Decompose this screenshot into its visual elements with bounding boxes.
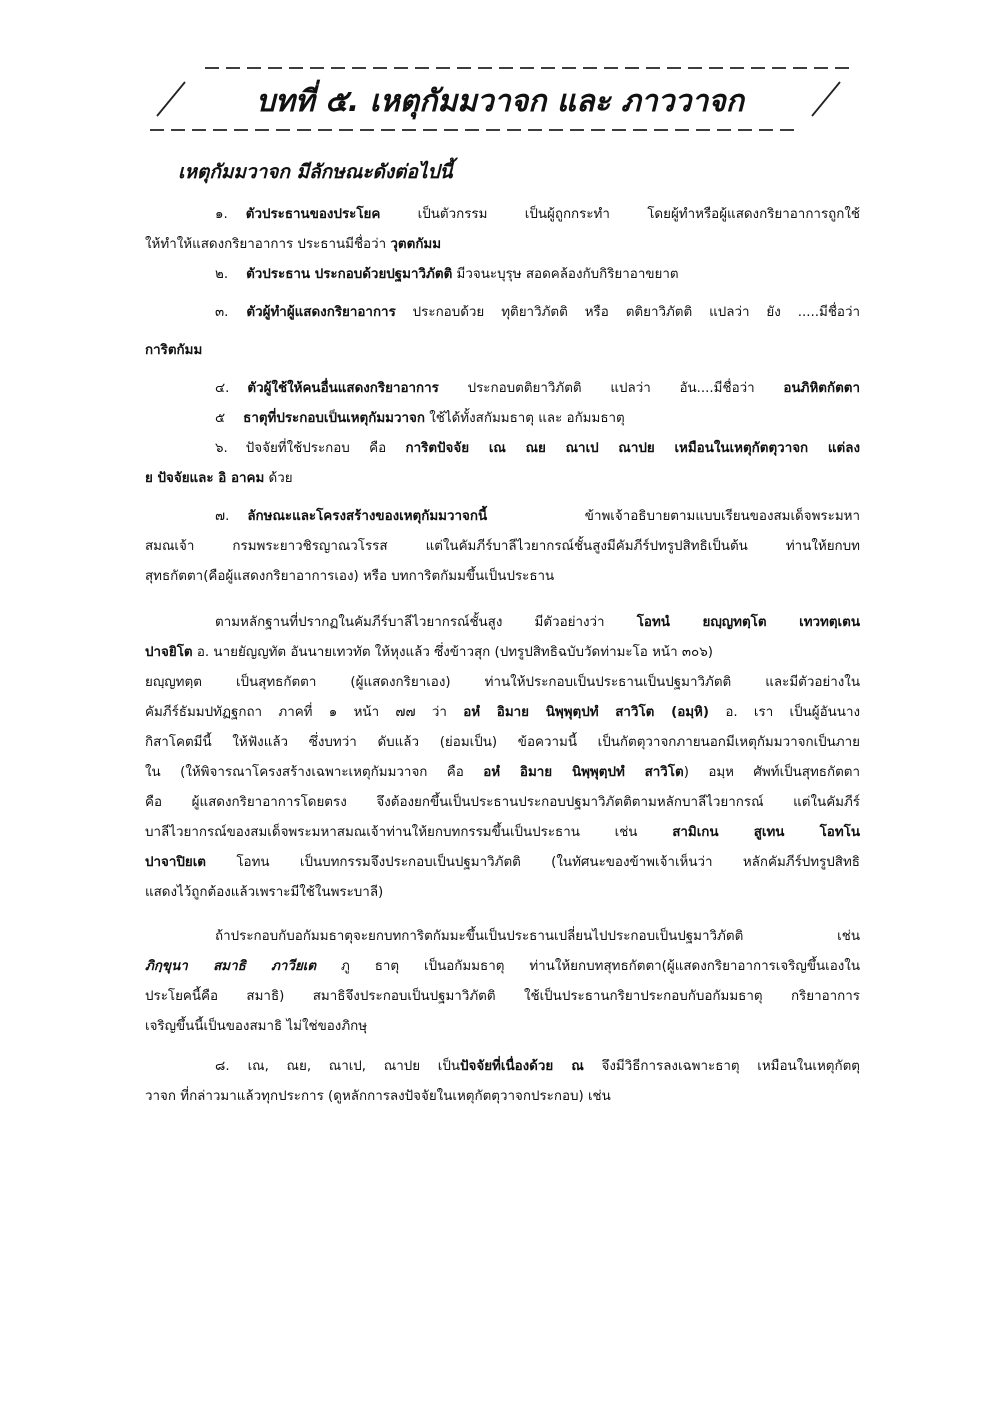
list-item-2: [145, 260, 860, 290]
item-number: ๑.: [215, 207, 228, 222]
item-text: วาจก ที่กล่าวมาแล้วทุกประการ (ดูหลักการลงปัจจัยในเหตุกัตตุวาจกประกอบ) เช่น: [145, 1089, 611, 1104]
item-number: ๗.: [215, 509, 230, 524]
item-text: ใช้ได้ทั้งสกัมมธาตุ และ อกัมมธาตุ: [424, 411, 625, 426]
item-text: ปัจจัยที่ใช้ประกอบ คือ: [245, 441, 406, 456]
item-heading: ตัวผู้ใช้ให้คนอื่นแสดงกริยาอาการ: [247, 381, 439, 396]
chapter-title: บทที่ ๕. เหตุกัมมวาจก และ ภาววาจก: [256, 84, 744, 119]
item-text: จึงมีวิธีการลงเฉพาะธาตุ เหมือนในเหตุกัตตุ: [583, 1059, 860, 1074]
paragraph-evidence: [145, 608, 860, 908]
item-text: สุทธกัตตา(คือผู้แสดงกริยาอาการเอง) หรือ บทการิตกัมมขึ้นเป็นประธาน: [145, 569, 555, 584]
list-item-5: [145, 404, 860, 434]
para-text: ยญฺญทตฺต เป็นสุทธกัตตา (ผู้แสดงกริยาเอง) ท่านให้ประกอบเป็นประธานเป็นปฐมาวิภัตติ และมีตัวอย่างใน: [145, 675, 860, 690]
item-text: ข้าพเจ้าอธิบายตามแบบเรียนของสมเด็จพระมหา: [487, 509, 860, 524]
item-term: การิตกัมม: [145, 343, 203, 358]
item-text: ประกอบด้วย ทุติยาวิภัตติ หรือ ตติยาวิภัตติ แปลว่า ยัง .....มีชื่อว่า: [395, 305, 860, 320]
item-text: ให้ทำให้แสดงกริยาอาการ ประธานมีชื่อว่า: [145, 237, 391, 252]
list-item-4: [145, 374, 860, 404]
item-number: ๓.: [215, 305, 229, 320]
pali-example: โอทนํ ยญฺญทตฺโต เทวทตฺเตน: [636, 615, 860, 630]
para-text: อ. เรา เป็นผู้อันนาง: [709, 705, 860, 720]
list-item-6: [145, 434, 860, 494]
para-text: ถ้าประกอบกับอกัมมธาตุจะยกบทการิตกัมมะขึ้นเป็นประธานเปลี่ยนไปประกอบเป็นปฐมาวิภัตติ เช่น: [215, 929, 860, 944]
para-text: ใน (ให้พิจารณาโครงสร้างเฉพาะเหตุกัมมวาจก คือ: [145, 765, 484, 780]
item-heading: ลักษณะและโครงสร้างของเหตุกัมมวาจกนี้: [247, 509, 488, 524]
item-heading: ตัวประธานของประโยค: [245, 207, 381, 222]
para-text: คือ ผู้แสดงกริยาอาการโดยตรง จึงต้องยกขึ้นเป็นประธานประกอบปฐมาวิภัตติตามหลักบาลีไวยากรณ์ แต่ในคัมภีร์: [145, 795, 860, 810]
list-item-7: [145, 502, 860, 592]
item-text: เณ, ณย, ณาเป, ณาปย เป็น: [247, 1059, 460, 1074]
item-text: ด้วย: [264, 471, 293, 486]
item-text: เป็นตัวกรรม เป็นผู้ถูกกระทำ โดยผู้ทำหรือผู้แสดงกริยาอาการถูกใช้: [380, 207, 860, 222]
title-frame: [145, 60, 855, 138]
pali-example: ภิกฺขุนา สมาธิ ภาวียเต: [145, 959, 317, 974]
pali-example: อหํ อิมาย นิพฺพุตฺปทํ สาวิโต: [483, 765, 684, 780]
para-text: อ. นายยัญญทัต อันนายเทวทัต ให้หุงแล้ว ซึ่งข้าวสุก (ปทรูปสิทธิฉบับวัดท่ามะโอ หน้า ๓๐๖): [192, 645, 713, 660]
para-text: ตามหลักฐานที่ปรากฏในคัมภีร์บาลีไวยากรณ์ชั้นสูง มีตัวอย่างว่า: [215, 615, 637, 630]
pali-example: ปาจยิโต: [145, 645, 193, 660]
para-text: คัมภีร์ธัมมปทัฏฐกถา ภาคที่ ๑ หน้า ๗๗ ว่า: [145, 705, 464, 720]
para-text: โอทน เป็นบทกรรมจึงประกอบเป็นปฐมาวิภัตติ (ในทัศนะของข้าพเจ้าเห็นว่า หลักคัมภีร์ปทรูปสิทธิ: [206, 855, 860, 870]
item-term: อนภิหิตกัตตา: [783, 381, 860, 396]
section-subtitle: เหตุกัมมวาจก มีลักษณะดังต่อไปนี้: [178, 161, 453, 183]
list-item-3: [145, 298, 860, 366]
item-term: ย ปัจจัยและ อิ อาคม: [145, 471, 265, 486]
item-number: ๔.: [215, 381, 230, 396]
para-text: แสดงไว้ถูกต้องแล้วเพราะมีใช้ในพระบาลี): [145, 885, 384, 900]
item-number: ๕: [215, 411, 226, 426]
item-number: ๖.: [215, 441, 228, 456]
item-number: ๘.: [215, 1059, 230, 1074]
list-item-8: [145, 1052, 860, 1112]
pali-example: ปาจาปิยเต: [145, 855, 207, 870]
item-heading: ตัวผู้ทำผู้แสดงกริยาอาการ: [246, 305, 396, 320]
pali-example: อหํ อิมาย นิพฺพุตฺปทํ สาวิโต (อมฺหิ): [463, 705, 710, 720]
item-heading: ธาตุที่ประกอบเป็นเหตุกัมมวาจก: [243, 411, 425, 426]
para-text: ภู ธาตุ เป็นอกัมมธาตุ ท่านให้ยกบทสุทธกัตตา(ผู้แสดงกริยาอาการเจริญขึ้นเองใน: [316, 959, 860, 974]
item-text: มีวจนะบุรุษ สอดคล้องกับกิริยาอาขยาต: [452, 267, 679, 282]
item-term: วุตตกัมม: [390, 237, 442, 252]
para-text: บาลีไวยากรณ์ของสมเด็จพระมหาสมณเจ้าท่านให้ยกบทกรรมขึ้นเป็นประธาน เช่น: [145, 825, 673, 840]
para-text: กิสาโคตมีนี้ ให้ฟังแล้ว ซึ่งบทว่า ดับแล้ว (ย่อมเป็น) ข้อความนี้ เป็นกัตตุวาจกภายนอกมีเหตุกัมมวาจกเป็นภาย: [145, 735, 860, 750]
item-heading: ปัจจัยที่เนื่องด้วย ณ: [460, 1059, 584, 1074]
document-body: [145, 200, 860, 1112]
item-heading: ตัวประธาน ประกอบด้วยปฐมาวิภัตติ: [246, 267, 453, 282]
item-text: สมณเจ้า กรมพระยาวชิรญาณวโรรส แต่ในคัมภีร์บาลีไวยากรณ์ชั้นสูงมีคัมภีร์ปทรูปสิทธิเป็นต้น ท่านให้ยกบท: [145, 539, 860, 554]
para-text: ) อมฺห ศัพท์เป็นสุทธกัตตา: [683, 765, 860, 780]
paragraph-akamma: [145, 922, 860, 1042]
item-heading: การิตปัจจัย เณ ณย ณาเป ณาปย เหมือนในเหตุกัตตุวาจก แต่ลง: [405, 441, 860, 456]
para-text: ประโยคนี้คือ สมาธิ) สมาธิจึงประกอบเป็นปฐมาวิภัตติ ใช้เป็นประธานกริยาประกอบกับอกัมมธาตุ กริยาอาการ: [145, 989, 860, 1004]
item-text: ประกอบตติยาวิภัตติ แปลว่า อัน....มีชื่อว่า: [438, 381, 784, 396]
list-item-1: [145, 200, 860, 260]
item-number: ๒.: [215, 267, 229, 282]
para-text: เจริญขึ้นนี้เป็นของสมาธิ ไม่ใช่ของภิกษุ: [145, 1019, 368, 1034]
pali-example: สามิเกน สูเทน โอทโน: [672, 825, 860, 840]
